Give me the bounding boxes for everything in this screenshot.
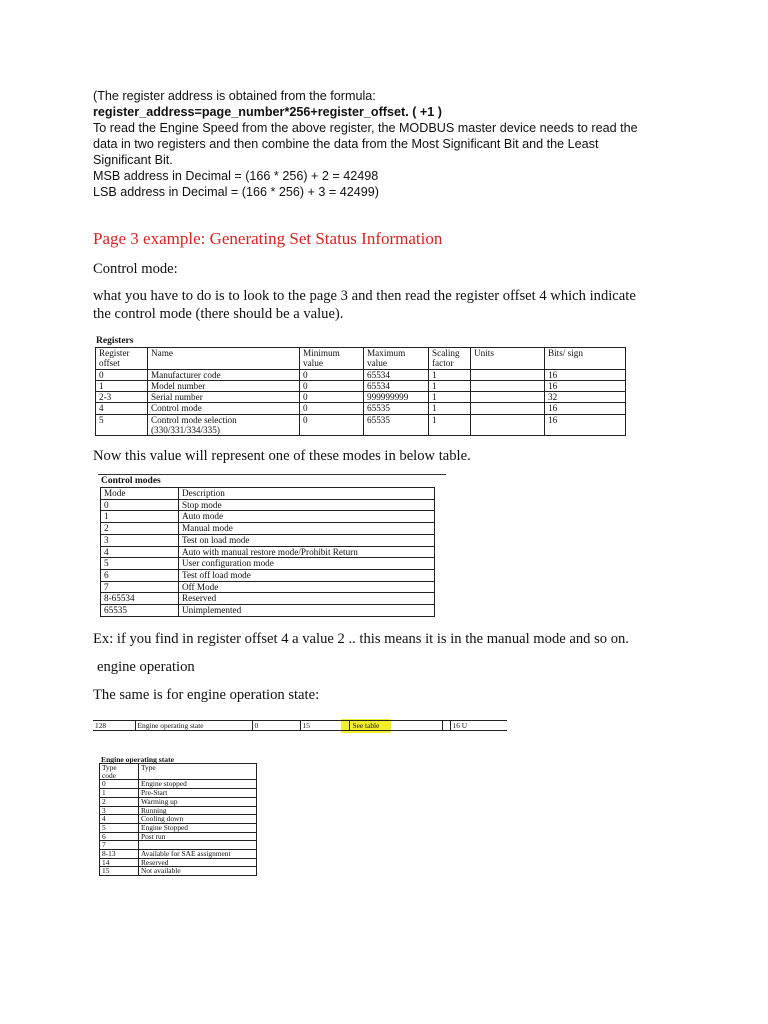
table-row [100,867,257,876]
table-row [96,414,626,436]
table-row [96,369,626,380]
section-heading: Page 3 example: Generating Set Status Information [93,229,443,248]
table-cell: Engine operating state [135,721,252,731]
table-cell: 2 [100,797,139,806]
table-cell: 4 [101,546,179,558]
table-cell: 14 [100,858,139,867]
table-row [101,534,435,546]
table-cell: Test on load mode [179,534,435,546]
table-cell: 1 [96,380,148,391]
lsb-address-line: LSB address in Decimal = (166 * 256) + 3 = 42499) [93,185,379,199]
row-top-border [93,720,507,721]
table-row [100,823,257,832]
table-row [101,569,435,581]
table-cell: 65534 [364,369,429,380]
table-cell: Pre-Start [139,789,257,798]
table-row [101,499,435,511]
intro-line-4: data in two registers and then combine the data from the Most Significant Bit and the Least [93,137,599,151]
table-cell: Cooling down [139,815,257,824]
table-cell: 2-3 [96,392,148,403]
header-cell: Description [179,488,435,500]
table-cell: 16 [545,403,626,414]
header-cell: Register offset [96,348,148,370]
table-cell: 1 [100,789,139,798]
table-cell: 0 [252,721,300,731]
table-cell: 16 [545,380,626,391]
same-paragraph: The same is for engine operation state: [93,687,320,703]
control-mode-label: Control mode: [93,261,178,277]
table-row [100,797,257,806]
table-cell: 16 U [452,721,468,730]
table-cell: Unimplemented [179,605,435,617]
table-cell: 15 [100,867,139,876]
table-cell: 1 [429,380,471,391]
table-cell: 8-65534 [101,593,179,605]
table-cell: 0 [96,369,148,380]
table-cell: 999999999 [364,392,429,403]
table-cell: User configuration mode [179,558,435,570]
table-row [101,546,435,558]
table-cell: 3 [100,806,139,815]
table-cell: 0 [300,380,364,391]
table-row [101,558,435,570]
intro-line-5: Significant Bit. [93,153,173,167]
table-cell [471,369,545,380]
header-cell: Bits/ sign [545,348,626,370]
registers-table [95,347,626,436]
table-row [100,832,257,841]
control-modes-table [100,487,435,617]
table-cell: Not available [139,867,257,876]
table-cell: 1 [429,403,471,414]
table-cell: 0 [300,369,364,380]
table-row [101,593,435,605]
engine-state-header-row [100,764,257,780]
table-cell: Post run [139,832,257,841]
table-cell: Available for SAE assignment [139,850,257,859]
table-row [101,581,435,593]
table-cell: 1 [429,369,471,380]
table-row [96,380,626,391]
table-row [96,403,626,414]
table-cell: 16 [545,414,626,436]
table-row [100,815,257,824]
now-paragraph: Now this value will represent one of these modes in below table. [93,448,471,464]
table-cell [471,403,545,414]
header-cell: Name [148,348,300,370]
table-row [100,789,257,798]
table-cell: Manual mode [179,523,435,535]
table-cell: Control mode [148,403,300,414]
table-row [101,605,435,617]
table-cell: 1 [429,392,471,403]
table-cell: Stop mode [179,499,435,511]
table-cell: 5 [100,823,139,832]
table-cell [442,721,450,731]
table-cell: 65535 [101,605,179,617]
table-cell: 4 [96,403,148,414]
table-cell [139,841,257,850]
table-cell: Control mode selection (330/331/334/335) [148,414,300,436]
control-modes-header-row [101,488,435,500]
table-cell: 65535 [364,403,429,414]
header-cell: Mode [101,488,179,500]
table-row [101,511,435,523]
intro-line-1: (The register address is obtained from the formula: [93,89,376,103]
msb-address-line: MSB address in Decimal = (166 * 256) + 2 = 42498 [93,169,379,183]
table-cell: Engine stopped [139,780,257,789]
table-cell [471,392,545,403]
table-cell: 2 [101,523,179,535]
table-cell: 15 [300,721,349,731]
table-cell: 65534 [364,380,429,391]
table-cell: 3 [101,534,179,546]
table-cell: 1 [429,414,471,436]
table-cell: Off Mode [179,581,435,593]
table-row [100,858,257,867]
table-row [100,780,257,789]
instruction-line-1: what you have to do is to look to the page 3 and then read the register offset 4 which indicate [93,288,636,304]
registers-table-image [95,347,626,436]
header-cell: Type code [100,764,139,780]
table-cell: Auto mode [179,511,435,523]
header-cell: Units [471,348,545,370]
control-modes-caption: Control modes [101,476,161,486]
table-cell: Serial number [148,392,300,403]
table-cell: Warming up [139,797,257,806]
table-cell: Engine Stopped [139,823,257,832]
table-cell: 0 [300,414,364,436]
table-row [101,523,435,535]
table-cell: Reserved [179,593,435,605]
table-row [100,850,257,859]
see-table-cell: See table [349,721,442,731]
table-row [96,392,626,403]
header-cell: Type [139,764,257,780]
table-cell: Running [139,806,257,815]
table-cell: 7 [101,581,179,593]
table-cell: Manufacturer code [148,369,300,380]
engine-state-table [99,763,257,876]
table-cell: 5 [101,558,179,570]
intro-line-3: To read the Engine Speed from the above register, the MODBUS master device needs to read the [93,121,638,135]
example-paragraph: Ex: if you find in register offset 4 a value 2 .. this means it is in the manual mode and so on. [93,631,629,647]
header-cell: Minimum value [300,348,364,370]
table-cell: Test off load mode [179,569,435,581]
instruction-line-2: the control mode (there should be a value). [93,306,344,322]
table-cell: 5 [96,414,148,436]
engine-state-table-image [99,763,257,881]
table-cell: 32 [545,392,626,403]
table-cell: 0 [300,403,364,414]
table-cell: Reserved [139,858,257,867]
row-bottom-border [93,730,507,731]
table-cell: 7 [100,841,139,850]
table-row [100,841,257,850]
engine-operation-label: engine operation [97,659,195,675]
table-row [93,721,507,731]
header-cell: Maximum value [364,348,429,370]
header-cell: Scaling factor [429,348,471,370]
table-cell: Model number [148,380,300,391]
table-cell: 16 [545,369,626,380]
engine-state-caption: Engine operating state [101,755,174,764]
table-cell: 4 [100,815,139,824]
registers-header-row [96,348,626,370]
control-modes-table-image [100,487,435,617]
table-cell: 0 [300,392,364,403]
formula-line: register_address=page_number*256+register_offset. ( +1 ) [93,105,442,119]
registers-caption: Registers [96,336,134,346]
intro-paragraph [93,88,733,200]
table-cell: 1 [101,511,179,523]
caption-rule [98,474,446,475]
table-cell [471,414,545,436]
table-cell: 6 [100,832,139,841]
table-cell: 128 [93,721,135,731]
table-row [100,806,257,815]
table-cell: 0 [101,499,179,511]
table-cell: 0 [100,780,139,789]
engine-row-image [93,718,509,734]
table-cell [471,380,545,391]
instruction-paragraph [93,287,723,323]
table-cell: 65535 [364,414,429,436]
table-cell: 8-13 [100,850,139,859]
table-cell: 6 [101,569,179,581]
table-cell: Auto with manual restore mode/Prohibit Return [179,546,435,558]
